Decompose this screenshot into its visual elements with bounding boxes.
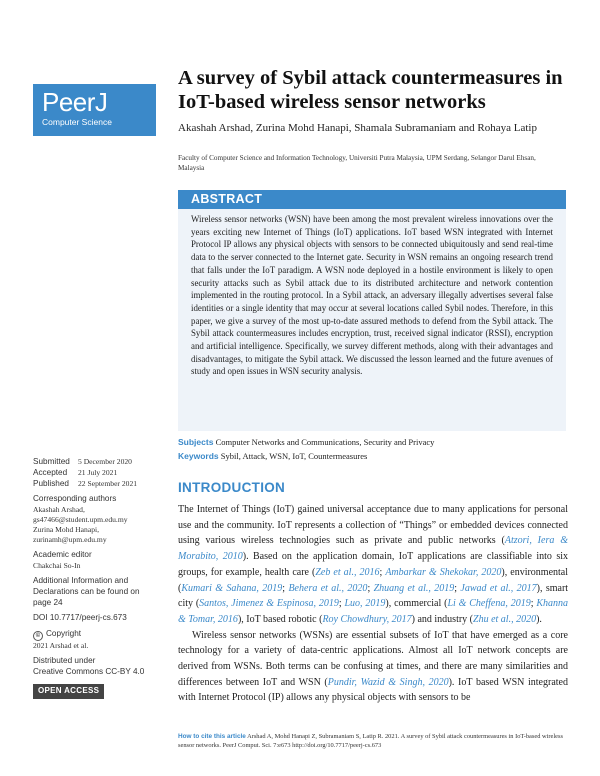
accepted-label: Accepted [33,467,68,477]
citation-link[interactable]: Khanna & Tomar, 2016 [178,598,568,625]
copyright-icon: © [33,631,43,641]
copyright-holder: 2021 Arshad et al. [33,641,89,651]
corresponding-name: Zurina Mohd Hanapi, [33,525,100,535]
intro-text: ), smart city ( [178,582,569,610]
additional-line: Additional Information and [33,575,129,585]
logo-wordmark: PeerJ [42,87,108,117]
additional-line: page 24 [33,597,63,607]
intro-text: ). Based on the application domain, IoT applications are classifiable into six groups, for example, health care ( [178,551,569,578]
doi-link[interactable]: DOI 10.7717/peerj-cs.673 [33,613,127,623]
copyright-block [33,629,173,651]
intro-text: ; [454,582,461,594]
intro-paragraph-2 [178,628,568,707]
citation-link[interactable]: Santos, Jimenez & Espinosa, 2019 [199,598,339,610]
citation-link[interactable]: Ambarkar & Shekokar, 2020 [385,566,502,578]
corresponding-email-link[interactable]: gs47466@student.upm.edu.my [33,515,128,525]
introduction-body [178,502,568,706]
open-access-badge: OPEN ACCESS [33,684,104,699]
introduction-heading: INTRODUCTION [178,480,286,495]
additional-line: Declarations can be found on [33,586,140,596]
intro-text: ), IoT based robotic ( [237,613,323,625]
subjects-block [178,436,568,463]
intro-text: ), environmental ( [178,566,569,594]
citation-link[interactable]: Pundir, Wazid & Singh, 2020 [327,676,449,688]
citation-link[interactable]: Zhu et al., 2020 [473,613,537,625]
intro-text: ; [379,566,386,578]
logo-subtitle: Computer Science [42,117,112,127]
editor-name: Chakchai So-In [33,560,81,570]
citation-link[interactable]: Kumari & Sahana, 2019 [181,582,283,594]
intro-text: ). [536,613,542,625]
corresponding-authors [33,494,173,545]
editor-label: Academic editor [33,550,92,560]
published-date: 22 September 2021 [78,478,138,488]
intro-text: The Internet of Things (IoT) gained universal acceptance due to many applications for personal use and the community. IoT represents a collection of “Things” or embedded devices connected using various wireless technologies such as private and public networks ( [178,504,568,547]
submitted-date: 5 December 2020 [78,457,132,466]
corresponding-email-link[interactable]: zurinamh@upm.edu.my [33,535,107,545]
intro-text: ) and industry ( [411,613,474,625]
affiliation: Faculty of Computer Science and Information Technology, Universiti Putra Malaysia, UPM Serdang, Selangor Darul Ehsan, Malaysia [178,154,536,172]
citation-link[interactable]: Zhuang et al., 2019 [373,582,455,594]
citation-label: How to cite this article [178,733,246,740]
citation-link[interactable]: Jawad et al., 2017 [460,582,537,594]
copyright-label: Copyright [46,629,82,639]
academic-editor [33,550,173,571]
paper-title: A survey of Sybil attack countermeasures in IoT-based wireless sensor networks [178,67,563,113]
abstract-body: Wireless sensor networks (WSN) have been among the most prevalent wireless innovations over the years exciting new Internet of Things (IoT) applications. IoT based WSN integrated with Internet Protocol IP allows any physical objects with sensors to be connected ubiquitously and send real-time data to the server connected to the Internet gate. Security in WSN remains an ongoing research trend that falls under the IoT paradigm. A WSN node deployed in a hostile environment is likely to open security attacks such as Sybil attack due to its distributed architecture and network contention implemented in the routing protocol. In a Sybil attack, an adversary illegally advertises several false identities or a single identity that may occur at several locations called Sybil nodes. Therefore, in this paper, we give a survey of the most up-to-date assured methods to defend from the Sybil attack. The Sybil attack countermeasures includes encryption, trust, received signal indicator (RSSI), encryption and artificial intelligence. Specifically, we survey different methods, along with their advantages and disadvantages, to mitigate the Sybil attack. We discussed the lesson learned and the future avenues of study and open issues in WSN security analysis. [178,209,566,431]
subjects-label: Subjects [178,437,214,447]
abstract-heading: ABSTRACT [178,190,566,209]
license-block [33,656,173,678]
article-sidebar [33,457,173,699]
citation-link[interactable]: Luo, 2019 [344,598,386,610]
citation-footer [178,733,573,750]
citation-link[interactable]: Li & Cheffena, 2019 [447,598,531,610]
citation-link[interactable]: Atzori, Iera & Morabito, 2010 [178,535,568,563]
author-list: Akashah Arshad, Zurina Mohd Hanapi, Shamala Subramaniam and Rohaya Latip [178,122,537,134]
license-link[interactable]: Creative Commons CC-BY 4.0 [33,666,145,676]
corresponding-label: Corresponding authors [33,494,117,504]
accepted-date: 21 July 2021 [78,467,118,477]
keywords-value: Sybil, Attack, WSN, IoT, Countermeasures [220,450,368,461]
intro-text: Wireless sensor networks (WSNs) are essential subsets of IoT that have emerged as a core technology for a variety of data-centric applications. Almost all IoT network concepts are derived from WSNs. Both terms can be confusing at times, and there are many similarities and differences between IoT and WSN ( [178,629,568,688]
submitted-row [33,457,173,468]
submitted-label: Submitted [33,457,70,466]
license-line: Distributed under [33,656,96,666]
peerj-logo [33,84,156,136]
corresponding-name: Akashah Arshad, [33,505,85,515]
additional-info [33,576,173,608]
citation-link[interactable]: Behera et al., 2020 [288,582,368,594]
copyright-row [33,629,173,641]
subjects-value: Computer Networks and Communications, Security and Privacy [215,437,435,447]
intro-text: ). IoT based WSN integrated with Internet Protocol (IP) allows any physical objects with sensors to be [178,676,568,704]
citation-link[interactable]: Zeb et al., 2016 [315,566,380,578]
accepted-row [33,468,173,479]
intro-text: ; [530,598,537,610]
intro-text: ), commercial ( [385,598,448,610]
intro-text: ; [282,582,289,594]
keywords-line [178,450,568,464]
intro-text: ; [367,582,374,594]
citation-text: Arshad A, Mohd Hanapi Z, Subramaniam S, Latip R. 2021. A survey of Sybil attack countermeasures in IoT-based wireless sensor networks. PeerJ Comput. Sci. 7:e673 http://doi.org/10.7717/peerj-cs.673 [178,733,563,749]
intro-text: ; [338,598,345,610]
keywords-label: Keywords [178,450,219,461]
published-label: Published [33,478,69,488]
subjects-line [178,436,568,450]
citation-link[interactable]: Roy Chowdhury, 2017 [322,613,412,625]
published-row [33,479,173,490]
intro-paragraph-1 [178,502,568,628]
